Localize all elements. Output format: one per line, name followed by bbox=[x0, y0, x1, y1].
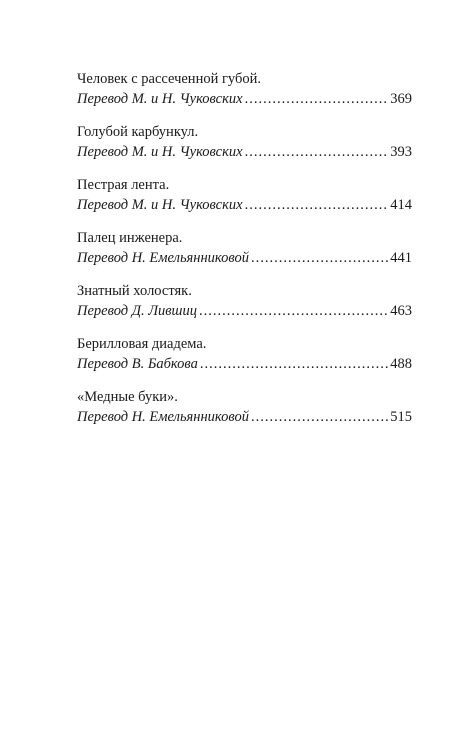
toc-line bbox=[77, 89, 412, 109]
page-number: 441 bbox=[390, 250, 412, 266]
dot-leader bbox=[251, 248, 388, 268]
toc-line bbox=[77, 407, 412, 427]
toc-entry bbox=[77, 387, 412, 427]
translator-credit: Перевод М. и Н. Чуковских bbox=[77, 144, 243, 160]
page-number: 463 bbox=[390, 303, 412, 319]
story-title: Голубой карбункул. bbox=[77, 124, 199, 140]
story-title: Пестрая лента. bbox=[77, 177, 170, 193]
table-of-contents bbox=[77, 69, 412, 440]
page-number: 488 bbox=[390, 356, 412, 372]
dot-leader bbox=[199, 301, 388, 321]
translator-credit: Перевод Н. Емельянниковой bbox=[77, 409, 250, 425]
dot-leader bbox=[251, 407, 388, 427]
toc-entry bbox=[77, 122, 412, 162]
toc-entry bbox=[77, 175, 412, 215]
dot-leader bbox=[200, 354, 388, 374]
story-title: Знатный холостяк. bbox=[77, 283, 192, 299]
toc-entry bbox=[77, 69, 412, 109]
dot-leader bbox=[245, 89, 389, 109]
toc-line bbox=[77, 195, 412, 215]
translator-credit: Перевод М. и Н. Чуковских bbox=[77, 197, 243, 213]
page-number: 515 bbox=[390, 409, 412, 425]
story-title: Палец инженера. bbox=[77, 230, 183, 246]
translator-credit: Перевод М. и Н. Чуковских bbox=[77, 91, 243, 107]
translator-credit: Перевод В. Бабкова bbox=[77, 356, 198, 372]
dot-leader bbox=[245, 142, 389, 162]
story-title: Человек с рассеченной губой. bbox=[77, 71, 261, 87]
page-number: 414 bbox=[390, 197, 412, 213]
page-number: 393 bbox=[390, 144, 412, 160]
toc-line bbox=[77, 248, 412, 268]
translator-credit: Перевод Н. Емельянниковой bbox=[77, 250, 250, 266]
dot-leader bbox=[245, 195, 389, 215]
translator-credit: Перевод Д. Лившиц bbox=[77, 303, 198, 319]
toc-line bbox=[77, 301, 412, 321]
toc-line bbox=[77, 142, 412, 162]
toc-entry bbox=[77, 228, 412, 268]
story-title: «Медные буки». bbox=[77, 389, 178, 405]
story-title: Берилловая диадема. bbox=[77, 336, 207, 352]
toc-line bbox=[77, 354, 412, 374]
page-number: 369 bbox=[390, 91, 412, 107]
toc-entry bbox=[77, 334, 412, 374]
toc-entry bbox=[77, 281, 412, 321]
